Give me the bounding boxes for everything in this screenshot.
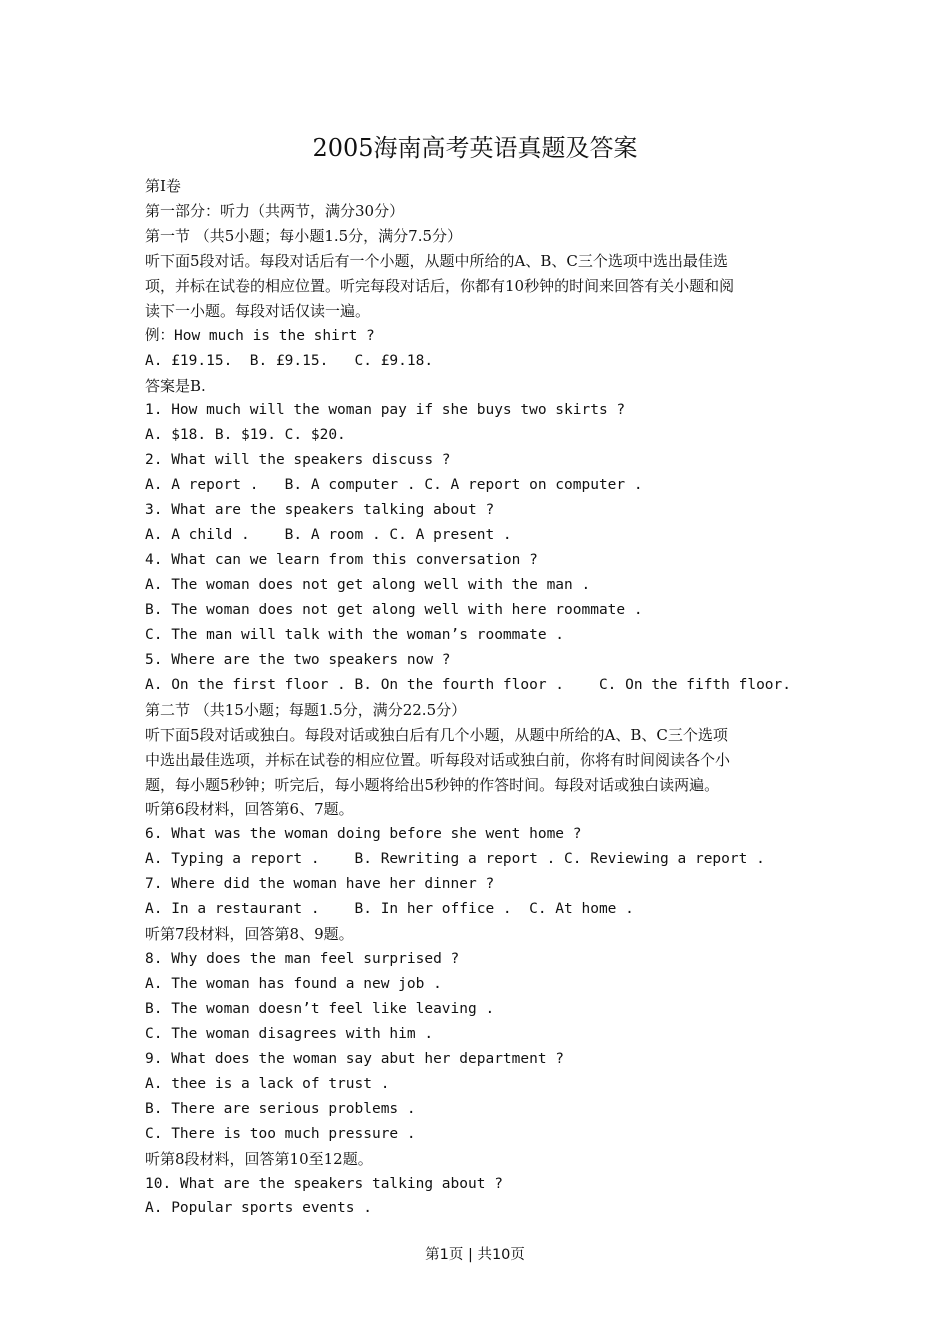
text-line: A. In a restaurant . B. In her office . C. At home .	[145, 901, 634, 918]
text-line: 听第8段材料，回答第10至12题。	[145, 1149, 373, 1168]
text-line: 2. What will the speakers discuss ?	[145, 452, 451, 469]
text-line: 9. What does the woman say abut her department ?	[145, 1050, 565, 1067]
text-line: A. $18. B. $19. C. $20.	[145, 427, 346, 444]
text-line: C. There is too much pressure .	[145, 1125, 416, 1142]
page-footer: 第1页 | 共10页	[425, 1247, 525, 1263]
text-line: 听第6段材料，回答第6、7题。	[145, 800, 354, 819]
text-line: C. The man will talk with the woman’s roommate .	[145, 626, 565, 643]
text-line: 8. Why does the man feel surprised ?	[145, 951, 460, 968]
text-line: B. The woman does not get along well with here roommate .	[145, 601, 643, 618]
text-line: 题，每小题5秒钟；听完后，每小题将给出5秒钟的作答时间。每段对话或独白读两遍。	[145, 775, 720, 794]
text-line: 第Ⅰ卷	[145, 177, 181, 195]
text-line: A. £19.15. B. £9.15. C. £9.18.	[145, 352, 434, 369]
text-line: 1. How much will the woman pay if she buys two skirts ?	[145, 402, 626, 419]
text-line: 例：How much is the shirt ?	[145, 327, 375, 344]
text-line: A. Typing a report . B. Rewriting a report . C. Reviewing a report .	[145, 851, 765, 868]
text-line: 答案是B.	[145, 376, 206, 395]
text-line: 听第7段材料，回答第8、9题。	[145, 925, 354, 944]
text-line: B. The woman doesn’t feel like leaving .	[145, 1000, 495, 1017]
text-line: 6. What was the woman doing before she went home ?	[145, 826, 582, 843]
text-line: 3. What are the speakers talking about ?	[145, 502, 495, 519]
text-line: 听下面5段对话或独白。每段对话或独白后有几个小题，从题中所给的A、B、C三个选项	[145, 725, 728, 744]
text-line: A. The woman does not get along well with the man .	[145, 577, 591, 593]
text-line: 读下一小题。每段对话仅读一遍。	[145, 301, 371, 320]
text-line: B. There are serious problems .	[145, 1100, 416, 1117]
text-line: 第一节 （共5小题；每小题1.5分，满分7.5分）	[145, 226, 463, 245]
text-line: 4. What can we learn from this conversation ?	[145, 552, 538, 569]
page-title: 2005海南高考英语真题及答案	[312, 134, 638, 162]
document-body	[145, 174, 810, 1221]
text-line: 5. Where are the two speakers now ?	[145, 651, 451, 668]
text-line: 项，并标在试卷的相应位置。听完每段对话后，你都有10秒钟的时间来回答有关小题和阅	[145, 276, 735, 295]
text-line: A. thee is a lack of trust .	[145, 1075, 390, 1092]
text-line: 第二节 （共15小题；每题1.5分，满分22.5分）	[145, 700, 467, 719]
text-line: A. Popular sports events .	[145, 1200, 372, 1217]
text-line: A. On the first floor . B. On the fourth floor . C. On the fifth floor.	[145, 676, 792, 693]
text-line: C. The woman disagrees with him .	[145, 1025, 434, 1042]
text-line: A. A child . B. A room . C. A present .	[145, 527, 512, 544]
text-line: 听下面5段对话。每段对话后有一个小题，从题中所给的A、B、C三个选项中选出最佳选	[145, 251, 728, 270]
text-line: 10. What are the speakers talking about ?	[145, 1175, 503, 1192]
text-line: 7. Where did the woman have her dinner ?	[145, 876, 495, 893]
text-line: 中选出最佳选项，并标在试卷的相应位置。听每段对话或独白前，你将有时间阅读各个小	[145, 750, 731, 769]
text-line: A. The woman has found a new job .	[145, 976, 442, 992]
text-line: 第一部分：听力（共两节，满分30分）	[145, 201, 405, 220]
text-line: A. A report . B. A computer . C. A report on computer .	[145, 477, 643, 494]
